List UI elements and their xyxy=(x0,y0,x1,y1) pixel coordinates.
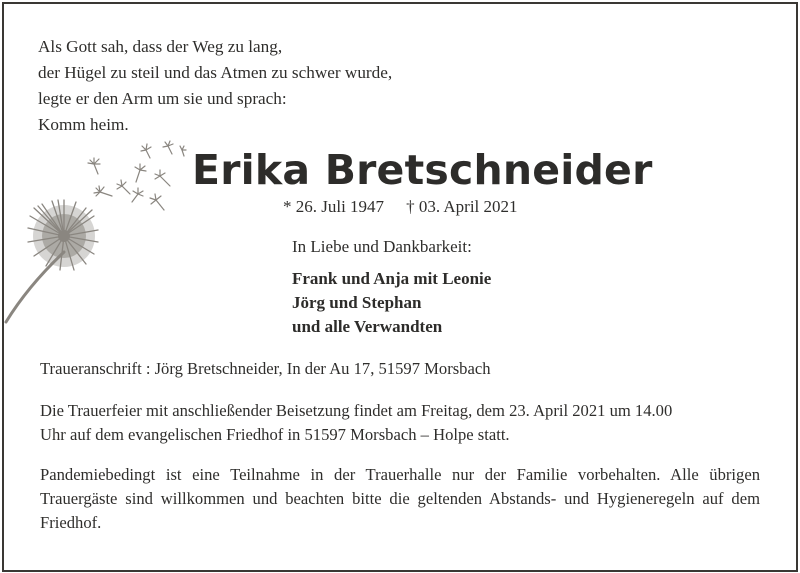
funeral-service-info xyxy=(40,399,760,447)
poem-line: legte er den Arm um sie und sprach: xyxy=(38,89,287,108)
thanks-line: In Liebe und Dankbarkeit: xyxy=(292,237,472,256)
poem-line: Komm heim. xyxy=(38,115,129,134)
poem-line: Als Gott sah, dass der Weg zu lang, xyxy=(38,37,283,56)
pandemic-notice: Pandemiebedingt ist eine Teilnahme in der Trauerhalle nur der Familie vorbehalten. Alle übrigen Trauergäste sind willkommen und beachten bitte die geltenden Abstands- und Hygieneregeln auf dem Friedhof. xyxy=(40,465,760,532)
deceased-name: Erika Bretschneider xyxy=(192,146,653,194)
death-date: † 03. April 2021 xyxy=(406,197,518,216)
dandelion-illustration xyxy=(0,136,200,336)
mourner-line: Jörg und Stephan xyxy=(292,293,422,312)
birth-date: * 26. Juli 1947 xyxy=(283,197,385,216)
mourning-address: Traueranschrift : Jörg Bretschneider, In der Au 17, 51597 Morsbach xyxy=(40,359,491,378)
mourner-line: Frank und Anja mit Leonie xyxy=(292,269,492,288)
poem xyxy=(38,34,392,138)
mourner-line: und alle Verwandten xyxy=(292,317,443,336)
life-dates xyxy=(283,197,518,217)
poem-line: der Hügel zu steil und das Atmen zu schwer wurde, xyxy=(38,63,393,82)
mourners-list xyxy=(292,267,491,339)
service-line: Uhr auf dem evangelischen Friedhof in 51597 Morsbach – Holpe statt. xyxy=(40,425,510,444)
service-line: Die Trauerfeier mit anschließender Beisetzung findet am Freitag, dem 23. April 2021 um 14.00 xyxy=(40,401,673,420)
